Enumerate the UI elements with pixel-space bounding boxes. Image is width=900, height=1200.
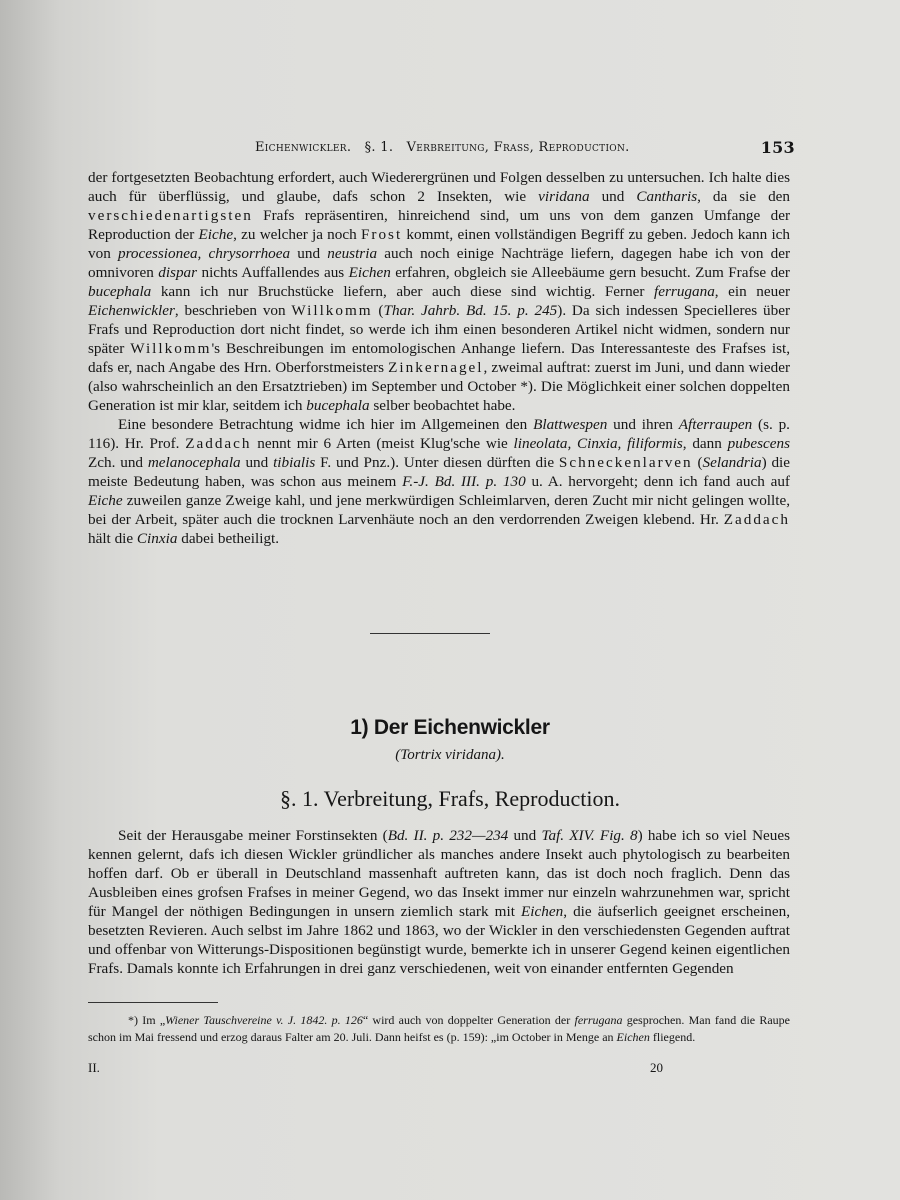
paragraph-2: Eine besondere Betrachtung widme ich hier im Allgemeinen den Blattwespen und ihren Afterraupen (s. p. 116). Hr. Prof. Zaddach nennt mir 6 Arten (meist Klug'sche wie lineolata, Cinxia, filiformis, dann pubescens Zch. und melanocephala und tibialis F. und Pnz.). Unter diesen dürften die Schneckenlarven (Selandria) die meiste Bedeutung haben, was schon aus meinem F.-J. Bd. III. p. 130 u. A. hervorgeht; denn ich fand auch auf Eiche zuweilen ganze Zweige kahl, und jene merkwürdigen Schleimlarven, deren Zucht mir nicht gelingen wollte, bei der Arbeit, später auch die trocknen Larvenhäute noch an den verdorrenden Zweigen klebend. Hr. Zaddach hält die Cinxia dabei betheiligt. — [88, 416, 791, 547]
running-title: Eichenwickler. — [255, 140, 352, 155]
body-text-bottom — [88, 826, 790, 978]
section-heading: §. 1. Verbreitung, Frafs, Reproduction. — [280, 786, 620, 811]
running-header — [255, 140, 795, 155]
page-number: 153 — [760, 138, 795, 157]
signature-line — [88, 1060, 790, 1076]
body-text-top — [88, 168, 790, 548]
header-section: §. 1. — [364, 140, 394, 155]
chapter-title: 1) Der Eichenwickler — [350, 716, 550, 739]
signature-number: 20 — [650, 1060, 663, 1075]
chapter-subtitle: (Tortrix viridana). — [395, 747, 505, 763]
footnote: *) Im „Wiener Tauschvereine v. J. 1842. p. 126“ wird auch von doppelter Generation der ferrugana gesprochen. Man fand die Raupe schon im Mai fressend und erzog daraus Falter am 20. Juli. Dann heifst es (p. 159): „im October in Menge an Eichen fliegend. — [88, 1013, 791, 1044]
header-section-title: Verbreitung, Frass, Reproduction. — [406, 140, 630, 155]
paragraph-1: der fortgesetzten Beobachtung erfordert, auch Wiederergrünen und Folgen desselben zu untersuchen. Ich halte dies auch für überflüssig, und glaube, dafs schon 2 Insekten, wie viridana und Cantharis, da sie den verschiedenartigsten Frafs repräsentiren, hinreichend sind, um uns von dem ganzen Umfange der Reproduction der Eiche, zu welcher ja noch Frost kommt, einen vollständigen Begriff zu geben. Jedoch kann ich von processionea, chrysorrhoea und neustria auch noch einige Nachträge liefern, dagegen habe ich von der omnivoren dispar nichts Auffallendes aus Eichen erfahren, obgleich sie Alleebäume gern besucht. Zum Frafse der bucephala kann ich nur Bruchstücke liefern, aber auch diese sind wichtig. Ferner ferrugana, ein neuer Eichenwickler, beschrieben von Willkomm (Thar. Jahrb. Bd. 15. p. 245). Da sich indessen Specielleres über Frafs und Reproduction dort nicht findet, so werde ich ihm einen besonderen Artikel nicht widmen, sondern nur später Willkomm's Beschreibungen im entomologischen Anhange liefern. Das Interessanteste des Frafses ist, dafs er, nach Angabe des Hrn. Oberforstmeisters Zinkernagel, zweimal auftrat: zuerst im Juni, und dann wieder (also wahrscheinlich an den Ersatztrieben) im September und October *). Die Möglichkeit einer solchen doppelten Generation ist mir klar, seitdem ich bucephala selber beobachtet habe. — [88, 169, 791, 414]
footnote-rule — [88, 1002, 218, 1003]
section-divider — [370, 633, 490, 634]
volume-mark: II. — [88, 1060, 100, 1075]
paragraph-3: Seit der Herausgabe meiner Forstinsekten (Bd. II. p. 232—234 und Taf. XIV. Fig. 8) habe ich so viel Neues kennen gelernt, dafs ich diesen Wickler gründlicher als manches andere Insekt auch phytologisch zu bearbeiten hoffen darf. Ob er überall in Deutschland massenhaft auftreten kann, das ist doch noch fraglich. Denn das Ausbleiben eines grofsen Frafses in meiner Gegend, wo das Insekt immer nur einzeln wahrzunehmen war, spricht für Mangel der nöthigen Bedingungen in unsern ziemlich stark mit Eichen, die äufserlich geeignet erscheinen, besetzten Revieren. Auch selbst im Jahre 1862 und 1863, wo der Wickler in den verschiedensten Gegenden auftrat und offenbar von Witterungs-Dispositionen begünstigt wurde, bemerkte ich in unserer Gegend keinen eigentlichen Frafs. Damals konnte ich Erfahrungen in drei ganz verschiedenen, weit von einander entfernten Gegenden — [88, 827, 791, 977]
